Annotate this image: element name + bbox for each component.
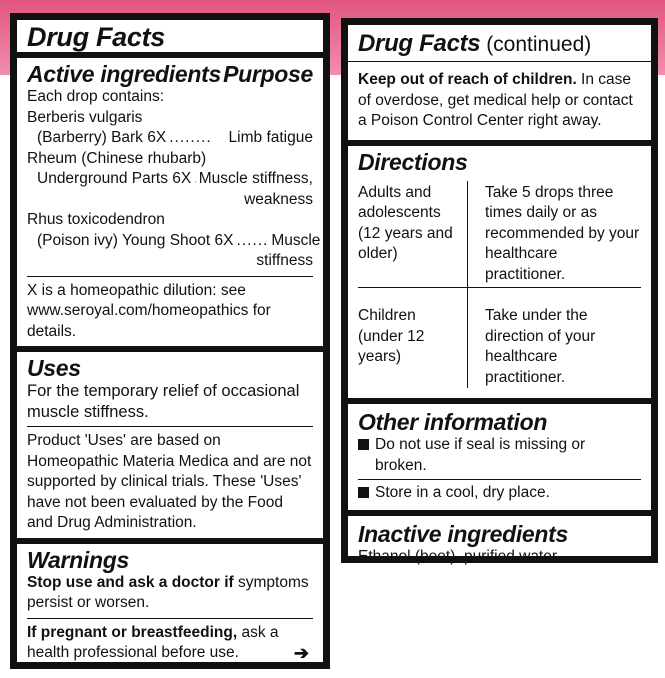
drug-facts-title: Drug Facts [358, 30, 481, 57]
keep-out-rest: In case of overdose, get medical help or contact a Poison Control Center right away. [358, 71, 633, 129]
directions-section [348, 146, 651, 389]
ingredient-part: (Barberry) Bark 6X [37, 129, 167, 146]
ingredient-name: Berberis vulgaris [27, 108, 143, 126]
thin-divider [27, 618, 313, 619]
warnings-heading: Warnings [27, 546, 129, 573]
ingredient-purpose: Limb fatigue [228, 129, 313, 146]
square-bullet-icon [358, 439, 369, 450]
ingredient-part: (Poison ivy) Young Shoot 6X [37, 231, 234, 249]
leader-dots: ...... [236, 231, 269, 249]
directions-table [358, 181, 641, 389]
uses-disclaimer: Product 'Uses' are based on Homeopathic Materia Medica and are not supported by clinical trials. These 'Uses' have not been evaluated by the Food and Drug Administration. [27, 432, 312, 531]
active-ingredients-header [27, 61, 313, 87]
other-info-item [358, 483, 641, 504]
drug-facts-panel [10, 13, 330, 669]
ingredient-row [27, 231, 321, 252]
inactive-ingredients-text: Ethanol (beet), purified water [358, 547, 558, 565]
active-ingredients-section [17, 58, 323, 346]
stop-use-text: symptoms persist or worsen. [27, 573, 309, 611]
square-bullet-icon [358, 487, 369, 498]
dilution-note: X is a homeopathic dilution: see www.seroyal.com/homeopathics for details. [27, 281, 271, 340]
pregnancy-text: ask a health professional before use. [27, 623, 279, 661]
ingredient-name: Rheum (Chinese rhubarb) [27, 149, 207, 167]
directions-who: Children (under 12 years) [358, 288, 468, 388]
ingredient-purpose: Muscle [271, 231, 321, 249]
stop-use-bold: Stop use and ask a doctor if [27, 573, 234, 591]
directions-what: Take under the direction of your healthcare practitioner. [485, 307, 596, 386]
directions-who: Adults and adolescents (12 years and older) [358, 181, 468, 288]
keep-out-text [358, 70, 641, 132]
ingredient-row [27, 128, 313, 149]
thin-divider [27, 426, 313, 427]
pregnancy-bold: If pregnant or breastfeeding, [27, 623, 238, 641]
other-info-text: Store in a cool, dry place. [375, 484, 550, 501]
other-information-heading: Other information [358, 409, 548, 435]
warnings-section [17, 544, 323, 664]
directions-what: Take 5 drops three times daily or as recommended by your healthcare practitioner. [485, 183, 640, 283]
drug-facts-title: Drug Facts [27, 22, 166, 52]
keep-out-section [348, 62, 651, 140]
uses-text: For the temporary relief of occasional muscle stiffness. [27, 382, 300, 421]
uses-section [17, 352, 323, 538]
active-ingredients-heading: Active ingredients [27, 61, 221, 87]
ingredient-purpose: Muscle stiffness, [198, 170, 313, 187]
active-intro: Each drop contains: [27, 88, 165, 105]
stop-use-warning [27, 573, 313, 614]
pregnancy-warning-row [27, 623, 313, 664]
continued-title [358, 31, 641, 57]
other-info-text: Do not use if seal is missing or broken. [375, 436, 586, 474]
uses-heading: Uses [27, 355, 81, 381]
inactive-ingredients-section [348, 516, 651, 568]
pregnancy-warning [27, 623, 294, 664]
arrow-right-icon: ➔ [293, 642, 309, 663]
ingredient-purpose-cont: weakness [244, 190, 313, 208]
ingredient-name: Rhus toxicodendron [27, 211, 165, 228]
ingredient-part: Underground Parts 6X [37, 170, 192, 187]
thin-divider [358, 479, 641, 480]
inactive-ingredients-heading: Inactive ingredients [358, 520, 569, 547]
leader-dots: ........ [169, 129, 212, 146]
other-information-section [348, 404, 651, 510]
drug-facts-continued-panel [341, 18, 658, 563]
thin-divider [27, 276, 313, 277]
purpose-heading: Purpose [223, 61, 313, 87]
keep-out-bold: Keep out of reach of children. [358, 71, 577, 88]
ingredient-row [27, 169, 313, 190]
continued-label: (continued) [480, 33, 592, 56]
other-info-item [358, 435, 641, 476]
directions-heading: Directions [358, 148, 468, 175]
ingredient-purpose-cont: stiffness [256, 252, 313, 269]
leader-dots [194, 169, 195, 190]
